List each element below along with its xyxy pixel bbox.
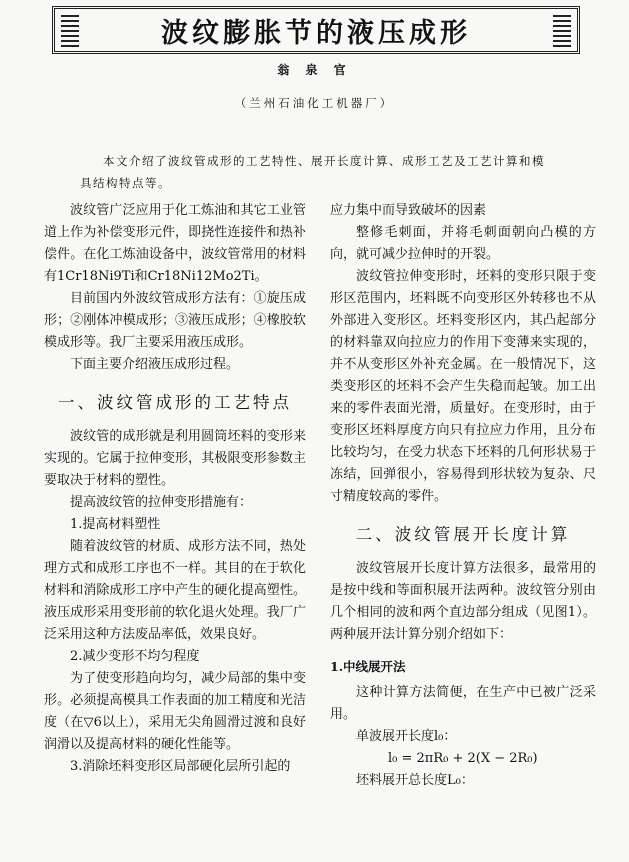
paragraph: 随着波纹管的材质、成形方法不同，热处理方式和成形工序也不一样。其目的在于软化材料和消除成形工序中产生的硬化提高塑性。液压成形采用变形前的软化退火处理。我厂广泛采用这种方法废品率低，效果良好。 [44, 539, 306, 642]
paragraph: 下面主要介绍液压成形过程。 [70, 357, 240, 372]
section-heading-1: 一、波纹管成形的工艺特点 [58, 393, 292, 412]
paragraph: 单波展开长度l₀： [356, 729, 457, 744]
paragraph: 提高波纹管的拉伸变形措施有： [70, 495, 253, 510]
paragraph: 整修毛刺面，并将毛刺面朝向凸模的方向，就可减少拉伸时的开裂。 [330, 225, 596, 262]
abstract: 本文介绍了波纹管成形的工艺特性、展开长度计算、成形工艺及工艺计算和模具结构特点等。 [80, 154, 545, 190]
subheading: 2.减少变形不均匀程度 [70, 649, 200, 664]
paragraph: 波纹管广泛应用于化工炼油和其它工业管道上作为补偿变形元件，即挠性连接件和热补偿件。在化工炼油设备中，波纹管常用的材料有1Cr18Ni9Ti和Cr18Ni12Mo2Ti。 [44, 203, 306, 284]
subheading: 3.消除坯料变形区局部硬化层所引起的 [70, 759, 291, 774]
paragraph: 波纹管展开长度计算方法很多，最常用的是按中线和等面积展开法两种。波纹管分别由几个相同的波和两个直边部分组成（见图1）。两种展开法计算分别介绍如下： [330, 561, 596, 642]
author: 翁 泉 官 [277, 63, 352, 77]
subheading: 1.中线展开法 [330, 659, 406, 674]
paragraph: 波纹管拉伸变形时，坯料的变形只限于变形区范围内，坯料既不向变形区外转移也不从外部进入变形区。坯料变形区内，其凸起部分的材料靠双向拉应力的作用下变薄来实现的，并不从变形区外补充金属。在一般情况下，这类变形区的坯料不会产生失稳而起皱。加工出来的零件表面光滑，质量好。在变形时，由于变形区坯料厚度方向只有拉应力作用，且分布比较均匀，在受力状态下坯料的几何形状易于冻结，回弹很小，容易得到形状较为复杂、尺寸精度较高的零件。 [330, 269, 596, 504]
title-frame [52, 6, 580, 54]
article-title: 波纹膨胀节的液压成形 [161, 17, 471, 49]
right-column [330, 200, 596, 792]
affiliation: （兰州石油化工机器厂） [234, 96, 395, 110]
subheading: 1.提高材料塑性 [70, 517, 161, 532]
paragraph: 目前国内外波纹管成形方法有：①旋压成形；②刚体冲模成形；③液压成形；④橡胶软模成形等。我厂主要采用液压成形。 [44, 291, 306, 350]
left-column [44, 200, 306, 778]
formula: l₀ = 2πR₀ + 2(X − 2R₀) [388, 751, 538, 766]
paragraph: 这种计算方法简便，在生产中已被广泛采用。 [330, 685, 596, 722]
paragraph: 应力集中而导致破坏的因素 [330, 203, 487, 218]
paragraph: 波纹管的成形就是利用圆筒坯料的变形来实现的。它属于拉伸变形，其极限变形参数主要取决于材料的塑性。 [44, 429, 306, 488]
paragraph: 为了使变形趋向均匀，减少局部的集中变形。必须提高模具工作表面的加工精度和光洁度（在▽6以上），采用无尖角圆滑过渡和良好润滑以及提高材料的硬化性能等。 [44, 671, 306, 752]
section-heading-2: 二、波纹管展开长度计算 [355, 525, 571, 544]
paragraph: 坯料展开总长度L₀： [356, 773, 474, 788]
